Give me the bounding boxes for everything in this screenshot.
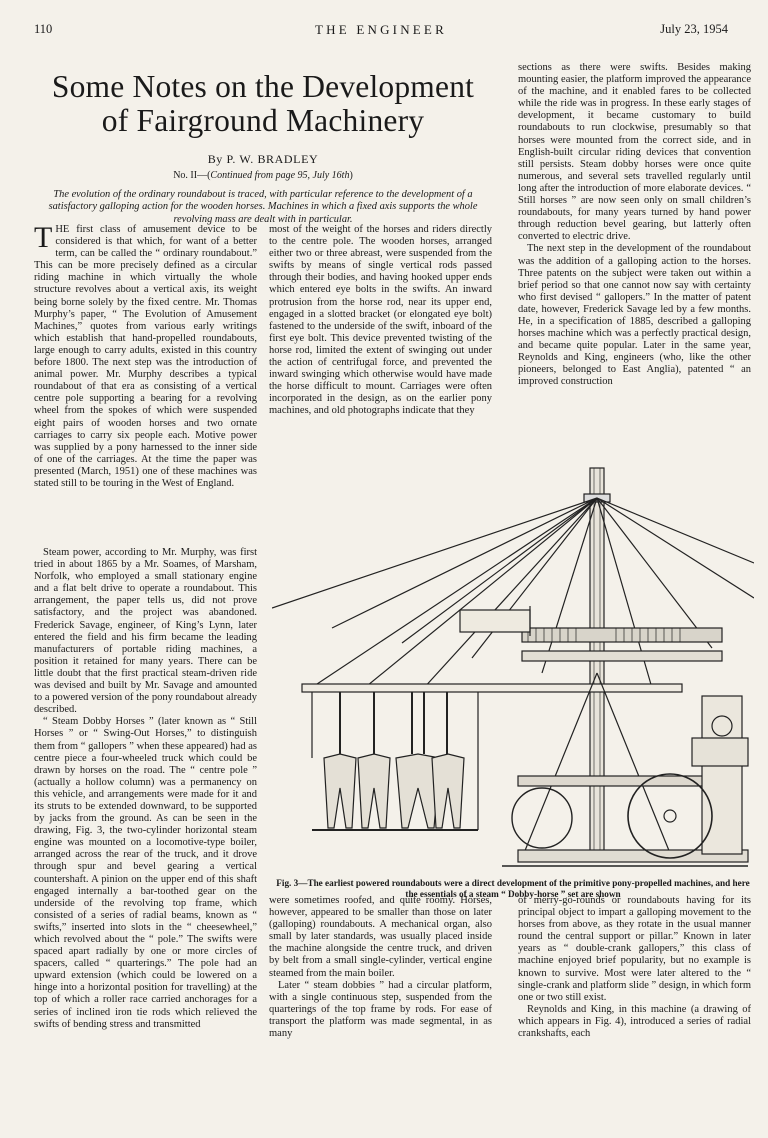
paragraph: The next step in the development of the roundabout was the addition of a galloping action to the horses. Three patents on the subject were taken out within a brief period so that one cannot now say with certainty who first devised “ gallopers.” In the matter of patent date, however, Frederick Savage led by a few months. He, in a specification of 1885, described a galloping horses machine which was a perfectly practical design, and became quite popular. Later in the same year, Reynolds and King, engineers (who, like the other pioneers, belonged to East Anglia), patented “ an improved construction	[518, 243, 751, 388]
serial-prefix: No. II—(	[173, 170, 211, 181]
paragraph: Steam power, according to Mr. Murphy, was first tried in about 1865 by a Mr. Soames, of Marsham, Norfolk, who employed a small stationary engine and a flat belt drive to operate a roundabout. This arrangement, the paper tells us, did not prove satisfactory, and the project was abandoned. Frederick Savage, engineer, of King’s Lynn, later entered the field and his firm became the leading manufacturers of portable riding machines, a position it retained for many years. There can be little doubt that the first practical steam-driven ride was devised and built by Mr. Savage and amounted to a powered version of the pony roundabout already described.	[34, 547, 257, 716]
issue-date: July 23, 1954	[660, 22, 728, 36]
column-2-top	[269, 224, 492, 418]
page-number: 110	[34, 22, 53, 36]
standfirst: The evolution of the ordinary roundabout is traced, with particular reference to the development of a satisfactory galloping action for the wooden horses. Machines in which a fixed axis supports the whole revolving mass are dealt with in particular.	[48, 189, 478, 225]
paragraph: most of the weight of the horses and riders directly to the centre pole. The wooden horses, arranged either two or three abreast, were suspended from the swifts by means of single vertical rods passed through their bodies, and having hooked upper ends which entered eye bolts in the swifts. An inward protrusion from the horse rod, near its upper end, engaged in a slotted bracket (or elongated eye bolt) fastened to the underside of the swift, inboard of the first eye bolt. This device prevented twisting of the horse rod, limited the extent of swinging out under the action of centrifugal force, and prevented the inward swinging which otherwise would have made the horse difficult to mount. Carriages were often incorporated in the design, as on the earlier pony machines, and old photographs indicate that they	[269, 224, 492, 417]
drop-cap: T	[34, 221, 53, 254]
paragraph: Reynolds and King, in this machine (a drawing of which appears in Fig. 4), introduced a series of radial crankshafts, each	[518, 1003, 751, 1040]
paragraph: sections as there were swifts. Besides making mounting easier, the platform improved the appearance of the machine, and it enabled fares to be collected while the ride was in progress. In these early stages of development, it became customary to build roundabouts to run clockwise, presumably so that horses were mounted from the correct side, and in English-built circular riding devices that convention still persists. Steam dobby horses were once quite numerous, and several sets travelled regularly until long after the introduction of more elaborate devices. “ Still horses ” are now seen only on small children’s roundabouts, for many years turned by hand power through reduction bevel gearing, but latterly often converted to electric drive.	[518, 62, 751, 243]
centre-pole	[590, 468, 604, 860]
article-title-line-2: of Fairground Machinery	[101, 103, 425, 138]
serial-continued: Continued from page 95, July 16th	[210, 170, 350, 181]
serial-suffix: )	[349, 170, 353, 181]
article-title-line-1: Some Notes on the Development	[51, 69, 475, 104]
running-header	[34, 22, 728, 40]
serial-note	[34, 170, 492, 181]
paragraph: “ Steam Dobby Horses ” (later known as “ Still Horses ” or “ Swing-Out Horses,” to distinguish them from “ gallopers ” when these appeared) had as centre piece a four-wheeled truck which could be drawn by horses on the road. The “ centre pole ” (actually a hollow column) was a permanency on this vehicle, and arrangements were made for it and its struts to be extended downward, to be supported by jacks from the ground. As can be seen in the drawing, Fig. 3, the two-cylinder horizontal steam engine was mounted on a locomotive-type boiler, arranged across the rear of the truck, and it drove through spur and bevel gearing a vertical countershaft. A pinion on the upper end of this shaft engaged internally a bar-toothed gear on the underside of the revolving top frame, which consisted of a series of radial beams, known as “ swifts,” inserted into slots in the “ cheesewheel,” which revolved about the “ pole.” The swifts were spaced apart radially by one or more circles of spacers, called “ quarterings.” The pole had an upward extension (which could be lowered on a hinge into a horizontal position for travelling) at the top of which a roller race carried anchorages for a series of inclined iron tie rods which relieved the swifts of bending stress and transmitted	[34, 716, 257, 1030]
boiler	[702, 696, 742, 854]
masthead: THE ENGINEER	[315, 22, 447, 37]
article-title-block	[34, 70, 492, 226]
caption-text: The earliest powered roundabouts were a direct development of the primitive pony-propelled machines, and here the essentials of a steam “ Dobby-horse ” set are shown	[307, 878, 750, 899]
paragraph: Later “ steam dobbies ” had a circular platform, with a single continuous step, suspended from the quarterings of the top frame by rods. For ease of transport the platform was made segmental, in as many	[269, 979, 492, 1040]
figure-3-drawing	[272, 458, 754, 876]
swift-beam	[302, 684, 682, 692]
caption-label: Fig. 3—	[276, 878, 308, 888]
column-2-bottom	[269, 895, 492, 1040]
dobby-horse-engraving	[272, 458, 754, 876]
paragraph: were sometimes roofed, and quite roomy. Horses, however, appeared to be smaller than those on later (galloping) roundabouts. A mechanical organ, also small by later standards, was usually placed inside the machine alongside the centre truck, and driven by belt from a small single-cylinder, vertical engine steamed from the main boiler.	[269, 895, 492, 979]
column-1-top	[34, 221, 257, 490]
paragraph-text: HE first class of amusement device to be considered is that which, for want of a better term, can be called the “ ordinary roundabout.” This can be more precisely defined as a circular riding machine in which virtually the whole structure revolves about a vertical axis, its weight being borne solely by the fixed centre. Mr. Thomas Murphy’s paper, “ The Evolution of Amusement Machines,” quotes from various early writings which establish that hand-propelled roundabouts, large enough to carry adults, existed in this country before 1800. The next step was the introduction of animal power. Mr. Murphy describes a typical roundabout of that era as consisting of a vertical centre pole supporting a bearing for a revolving wheel from the spokes of which were suspended eight pairs of wooden horses and two ornate carriages to carry six people each. Motive power was supplied by a pony harnessed to the inner side of one of the carriages. At the time the paper was presented (March, 1951) one of these machines was stated still to be touring in the West of England.	[34, 224, 257, 489]
paragraph: of merry-go-rounds or roundabouts having for its principal object to impart a galloping movement to the horses from above, as they rotate in the usual manner round the central support or pillar.” Known in later years as “ double-crank gallopers,” this class of machine enjoyed brief popularity, but no example is known to survive. Most were later altered to the “ single-crank and platform slide ” design, in which form one or two still exist.	[518, 895, 751, 1003]
byline: By P. W. BRADLEY	[207, 152, 319, 166]
column-1-bottom	[34, 547, 257, 1031]
column-3-bottom	[518, 895, 751, 1040]
column-3-top	[518, 62, 751, 389]
paragraph	[34, 221, 257, 490]
